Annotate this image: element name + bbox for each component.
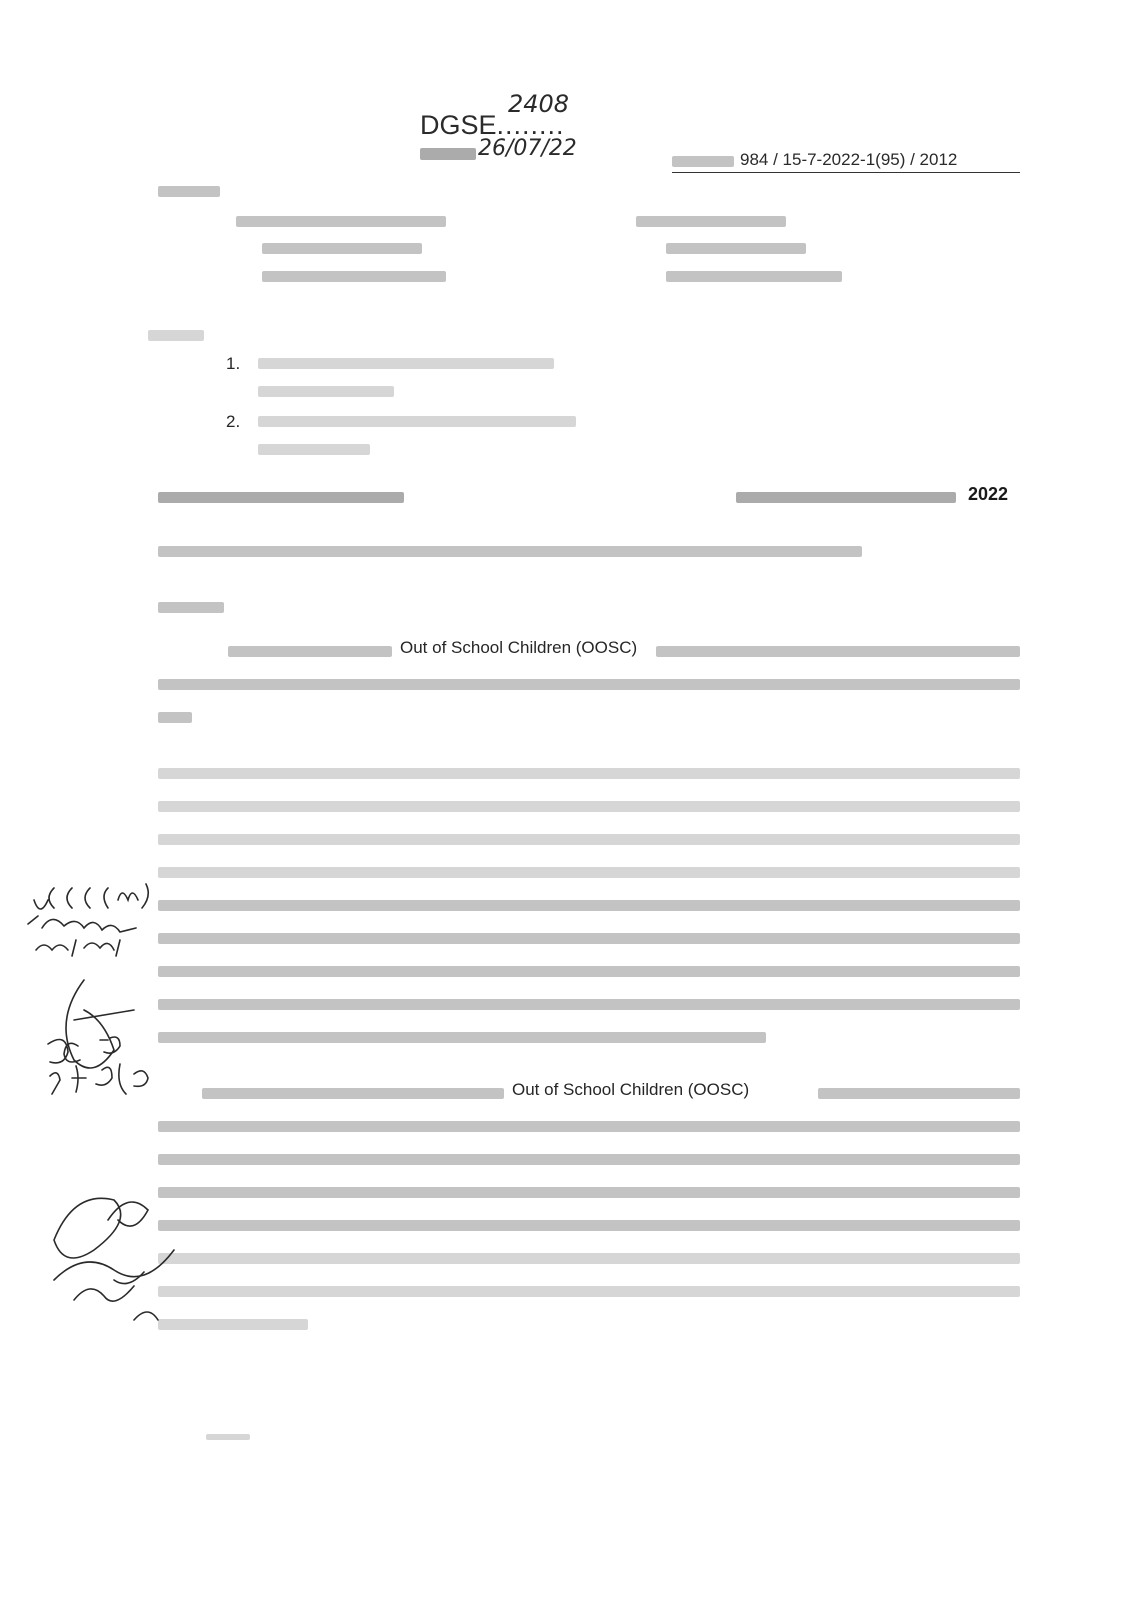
place-date-line — [736, 492, 956, 503]
sender-1-line-2 — [262, 243, 422, 254]
reference-label-line — [672, 156, 734, 167]
paragraph-3-line-7 — [158, 1286, 1020, 1297]
letter-date-year: 2022 — [968, 484, 1009, 504]
recipient-1-line-2 — [258, 386, 394, 397]
paragraph-2-line-6 — [158, 933, 1020, 944]
sender-heading-line — [158, 186, 220, 197]
stamp-label: DGSE — [420, 110, 497, 140]
paragraph-2-line-7 — [158, 966, 1020, 977]
paragraph-2-line-8 — [158, 999, 1020, 1010]
sender-2-line-3 — [666, 271, 842, 282]
paragraph-3-line-6 — [158, 1253, 1020, 1264]
paragraph-3-line-3 — [158, 1154, 1020, 1165]
stamp-date-label-line — [420, 148, 476, 160]
recipient-1-marker: 1. — [226, 354, 241, 373]
footer-mark — [206, 1434, 250, 1440]
paragraph-1-line-1a — [228, 646, 392, 657]
sender-2-line-2 — [666, 243, 806, 254]
recipient-2-line-1 — [258, 416, 576, 427]
paragraph-3-oosc: Out of School Children (OOSC) — [512, 1080, 750, 1099]
paragraph-2-line-4 — [158, 867, 1020, 878]
sender-1-line-1 — [236, 216, 446, 227]
paragraph-2-line-1 — [158, 768, 1020, 779]
paragraph-3-line-2 — [158, 1121, 1020, 1132]
paragraph-3-line-1a — [202, 1088, 504, 1099]
recipient-heading-line — [148, 330, 204, 341]
paragraph-1-line-1b — [656, 646, 1020, 657]
paragraph-3-line-5 — [158, 1220, 1020, 1231]
reference-underline — [672, 172, 1020, 173]
stamp-dots: ........ — [496, 110, 565, 140]
paragraph-1-line-3 — [158, 712, 192, 723]
paragraph-1-line-2 — [158, 679, 1020, 690]
reference-number: 984 / 15-7-2022-1(95) / 2012 — [740, 150, 958, 169]
signature-icon — [14, 880, 204, 1350]
sender-1-line-3 — [262, 271, 446, 282]
recipient-2-marker: 2. — [226, 412, 241, 431]
paragraph-2-line-3 — [158, 834, 1020, 845]
recipient-2-line-2 — [258, 444, 370, 455]
paragraph-2-line-2 — [158, 801, 1020, 812]
subject-line — [158, 546, 862, 557]
stamp-handwritten-date: 26/07/22 — [478, 136, 577, 161]
section-line — [158, 492, 404, 503]
recipient-1-line-1 — [258, 358, 554, 369]
margin-handwritten-notes — [14, 880, 204, 1350]
paragraph-3-line-1b — [818, 1088, 1020, 1099]
paragraph-2-line-9 — [158, 1032, 766, 1043]
paragraph-3-line-4 — [158, 1187, 1020, 1198]
paragraph-1-oosc: Out of School Children (OOSC) — [400, 638, 638, 657]
sender-2-line-1 — [636, 216, 786, 227]
salutation-line — [158, 602, 224, 613]
paragraph-2-line-5 — [158, 900, 1020, 911]
stamp-handwritten-number: 2408 — [508, 90, 570, 118]
